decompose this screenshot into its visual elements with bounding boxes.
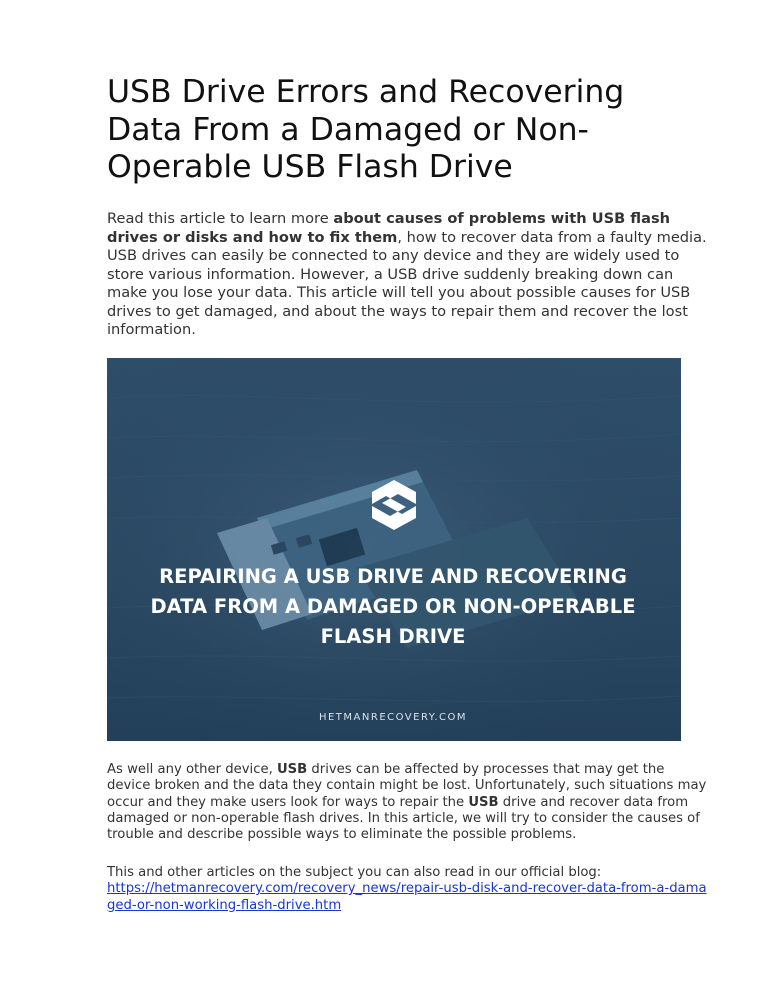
hero-site-label: HETMANRECOVERY.COM (318, 712, 468, 723)
hero-caption-line-3: FLASH DRIVE (320, 625, 466, 648)
page-title: USB Drive Errors and Recovering Data From a Damaged or Non-Operable USB Flash Drive (107, 74, 625, 185)
body-bold-1: USB (276, 762, 308, 777)
blog-link[interactable]: https://hetmanrecovery.com/recovery_news/repair-usb-disk-and-recover-data-from-a-damaged-or-non-working-flash-drive.htm (107, 881, 707, 913)
body-text-2: drives can be affected by processes that may get the device broken and the data they contain might be lost. Unfortunately, such situations may occur and they make users look for ways to repair the (107, 762, 707, 810)
intro-rest: , how to recover data from a faulty media. USB drives can easily be connected to any device and they are widely used to store various information. However, a USB drive suddenly breaking down can make you lose your data. This article will tell you about possible causes for USB drives to get damaged, and about the ways to repair them and recover the lost information. (107, 228, 707, 338)
hero-caption-line-1: REPAIRING A USB DRIVE AND RECOVERING (159, 565, 627, 588)
intro-lead: Read this article to learn more (107, 210, 334, 227)
body-text-3: drive and recover data from damaged or non-operable flash drives. In this article, we will try to consider the causes of trouble and describe possible ways to eliminate the possible problems. (107, 794, 700, 843)
hero-caption-line-2: DATA FROM A DAMAGED OR NON-OPERABLE (150, 595, 636, 618)
hero-illustration (107, 358, 681, 741)
hero-image (107, 358, 681, 741)
blog-paragraph (107, 865, 711, 914)
intro-bold: about causes of problems with USB flash drives or disks and how to fix them (107, 210, 671, 246)
blog-text: This and other articles on the subject you can also read in our official blog: (107, 865, 602, 880)
body-paragraph (107, 762, 711, 843)
intro-paragraph (107, 210, 707, 340)
body-bold-2: USB (468, 794, 499, 810)
body-text-1: As well any other device, (107, 762, 277, 777)
